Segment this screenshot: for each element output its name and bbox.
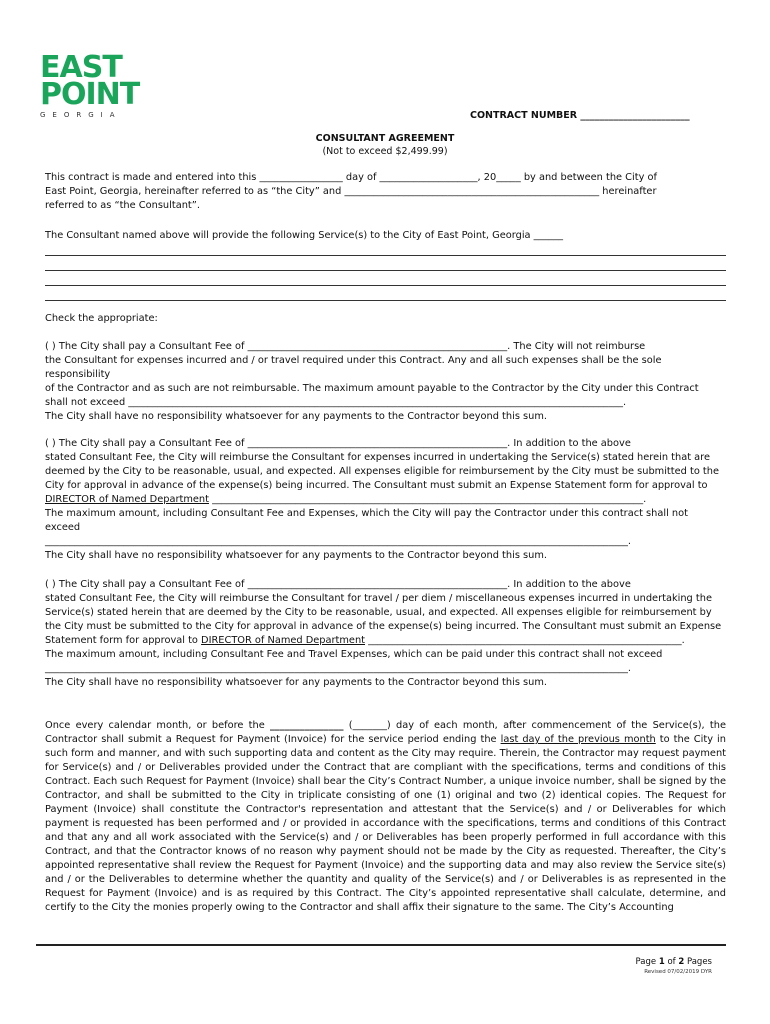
check-appropriate: Check the appropriate: [45,313,158,324]
option-3-line[interactable] [45,634,726,648]
intro-line: referred to as “the Consultant”. [45,200,200,211]
intro-line[interactable]: This contract is made and entered into this _________________ day of ____________________, 20_____ by and between the City of [45,172,657,183]
page-of: of [664,957,679,967]
logo-line-georgia: GEORGIA [40,111,122,119]
option-3-line[interactable]: ( ) The City shall pay a Consultant Fee of _____________________________________________________. In addition to the above [45,579,631,590]
option-2-blank[interactable]: ________________________________________________________________________________________. [208,494,647,505]
option-1-line[interactable]: ( ) The City shall pay a Consultant Fee of _____________________________________________________. The City will not reimburse [45,341,646,352]
intro-paragraph [45,171,726,213]
option-3-blank[interactable]: ________________________________________________________________. [365,635,685,646]
option-1-line: of the Contractor and as such are not reimbursable. The maximum amount payable to the Contractor by the City under this Contract [45,383,699,394]
option-3-line[interactable]: _______________________________________________________________________________________________________________________. [45,663,632,674]
invoice-day-blank[interactable]: _______________ [270,720,344,731]
option-2-line: City for approval in advance of the expense(s) being incurred. The Consultant must submit an Expense Statement form for approval to [45,480,708,491]
option-2-line: stated Consultant Fee, the City will reimburse the Consultant for expenses incurred in undertaking the Service(s) stated herein that are [45,452,711,463]
option-2-line: deemed by the City to be reasonable, usual, and expected. All expenses eligible for reimbursement by the City must be submitted to the [45,466,719,477]
services-blank-line[interactable] [45,258,726,271]
footer-divider [36,944,726,946]
last-day-previous-month: last day of the previous month [500,734,656,745]
services-section [45,229,726,303]
agreement-subtitle: (Not to exceed $2,499.99) [322,146,448,157]
option-1-line[interactable]: shall not exceed _____________________________________________________________________________________________________. [45,397,627,408]
logo-line-point: POINT [40,77,140,112]
logo-line-east: EAST [40,50,122,85]
services-blank-line[interactable] [45,288,726,301]
agreement-title: CONSULTANT AGREEMENT [315,133,455,144]
page-prefix: Page [635,957,659,967]
option-1 [45,340,726,424]
option-1-line: the Consultant for expenses incurred and / or travel required under this Contract. Any and all such expenses shall be the sole responsibility [45,355,662,380]
option-3-line: The maximum amount, including Consultant Fee and Travel Expenses, which can be paid under this contract shall not exceed [45,649,663,660]
revision-note: Revised 07/02/2019 DYR [644,969,712,975]
invoice-text: ( [343,720,353,731]
page-suffix: Pages [684,957,712,967]
contract-number-field[interactable]: CONTRACT NUMBER _______________________ [470,110,690,121]
services-blank-line[interactable] [45,243,726,256]
option-2-line[interactable] [45,493,726,507]
east-point-logo [40,50,140,119]
option-2-line[interactable]: ( ) The City shall pay a Consultant Fee of _____________________________________________________. In addition to the above [45,438,631,449]
current-page: 1 [658,957,665,967]
option-3-text: Statement form for approval to [45,635,202,646]
services-line: The Consultant named above will provide the following Service(s) to the City of East Point, Georgia ______ [45,230,564,241]
invoice-text: Once every calendar month, or before the [45,720,271,731]
option-2-line: The City shall have no responsibility whatsoever for any payments to the Contractor beyond this sum. [45,550,548,561]
option-1-line: The City shall have no responsibility whatsoever for any payments to the Contractor beyond this sum. [45,411,548,422]
invoice-text: ) day of each month, after commencement of the Service(s), the Contractor shall submit a Request for Payment (Invoice) for the service period ending the [45,720,726,745]
option-2 [45,437,726,563]
option-3-line: The City shall have no responsibility whatsoever for any payments to the Contractor beyond this sum. [45,677,548,688]
services-blank-line[interactable] [45,273,726,286]
option-3-line: Service(s) stated herein that are deemed by the City to be reasonable, usual, and expected. All expenses eligible for reimbursement by [45,607,712,618]
option-3-line: stated Consultant Fee, the City will reimburse the Consultant for travel / per diem / miscellaneous expenses incurred in undertaking the [45,593,712,604]
director-named-department: DIRECTOR of Named Department [201,635,366,646]
invoice-day-number-blank[interactable]: _______ [352,720,387,731]
invoice-paragraph [45,719,726,915]
director-named-department: DIRECTOR of Named Department [45,494,209,505]
option-2-line[interactable]: _______________________________________________________________________________________________________________________. [45,536,632,547]
option-3 [45,578,726,690]
invoice-text: to the City in such form and manner, and with such supporting data and content as the City may require. Therein, the Contractor may request payment for Service(s) and / or Deliverables provided under the Contract that are compliant with the specifications, terms and conditions of this Contract. Each such Request for Payment (Invoice) shall bear the City’s Contract Number, a unique invoice number, shall be signed by the Contractor, and shall be submitted to the City in triplicate consisting of one (1) original and two (2) identical copies. The Request for Payment (Invoice) shall constitute the Contractor's representation and attestant that the Service(s) and / or Deliverables for which payment is requested has been performed and / or provided in accordance with the specifications, terms and conditions of this Contract and that any and all work associated with the Service(s) and / or Deliverables has been properly performed in full accordance with this Contract, and that the Contractor knows of no reason why payment should not be made by the City as requested. Thereafter, the City’s appointed representative shall review the Request for Payment (Invoice) and the supporting data and may also review the Service site(s) and / or the Deliverables to determine whether the quantity and quality of the Service(s) and / or Deliverables is as represented in the Request for Payment (Invoice) and is as required by this Contract. The City’s appointed representative shall calculate, determine, and certify to the City the monies properly owing to the Contractor and shall affix their signature to the same. The City’s Accounting [45,734,726,913]
intro-line[interactable]: East Point, Georgia, hereinafter referred to as “the City” and ____________________________________________________ hereinafter [45,186,657,197]
total-pages: 2 [678,957,685,967]
option-2-line: The maximum amount, including Consultant Fee and Expenses, which the City will pay the Contractor under this contract shall not exceed [45,508,688,533]
page-number [636,957,712,967]
option-3-line: the City must be submitted to the City for approval in advance of the expense(s) being incurred. The Consultant must submit an Expense [45,621,722,632]
